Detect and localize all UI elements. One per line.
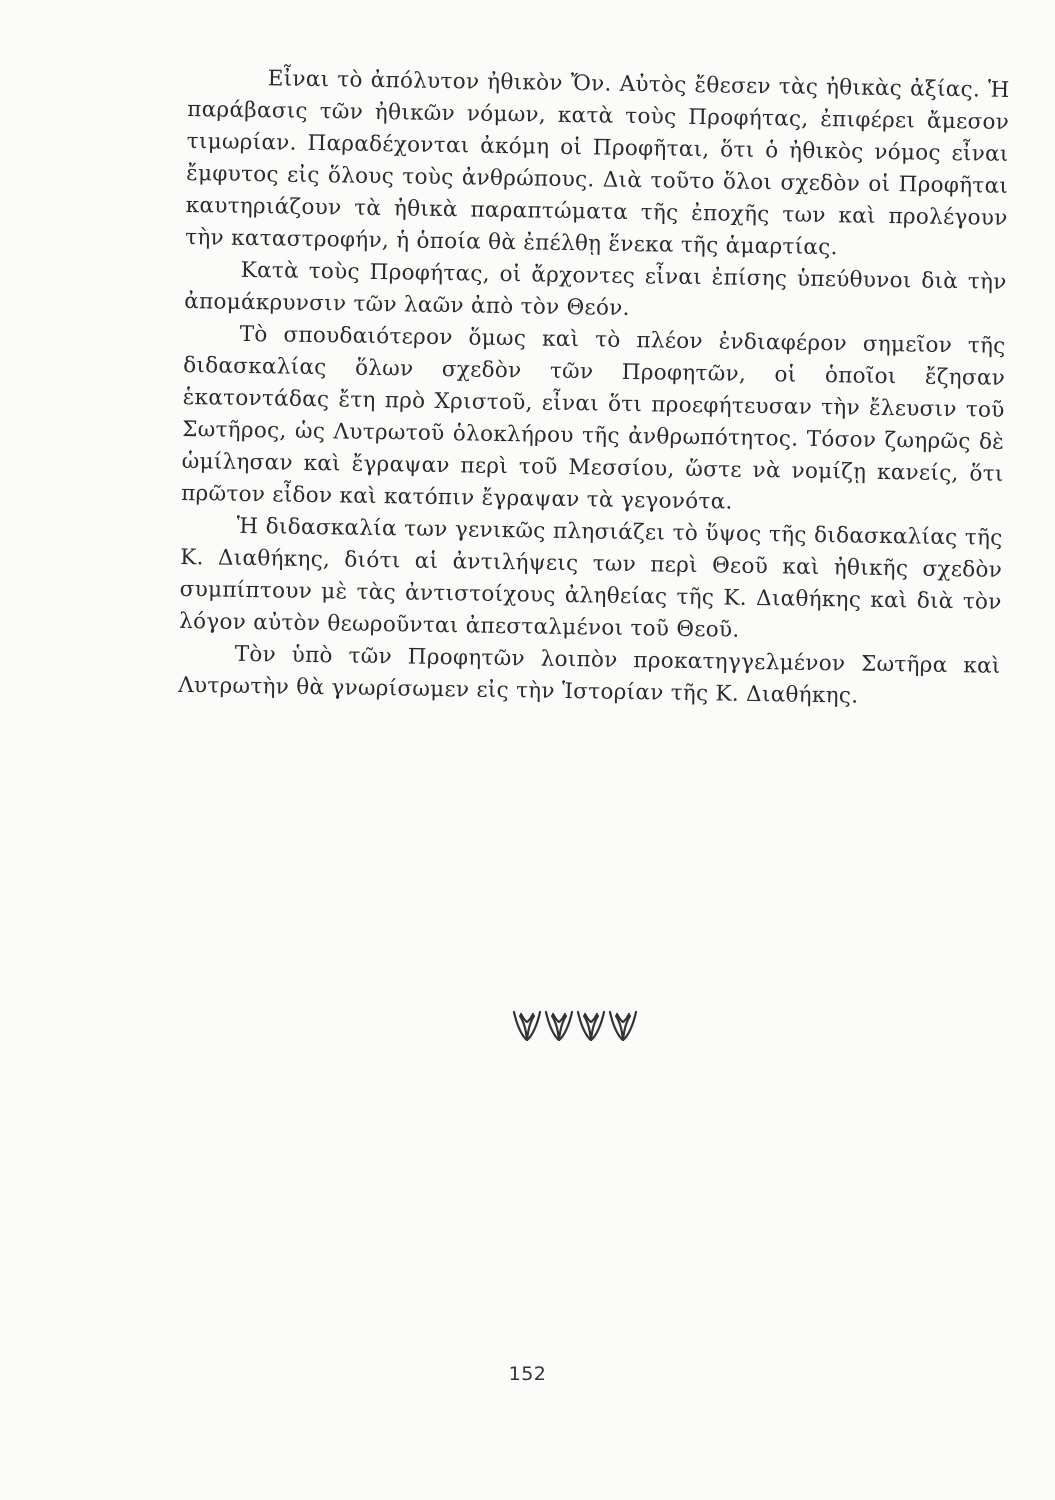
paragraph-2: Κατὰ τοὺς Προφήτας, οἱ ἄρχοντες εἶναι ἐπίσης ὑπεύθυνοι διὰ τὴν ἀπομάκρυνσιν τῶν λαῶν ἀπὸ τὸν Θεόν. (184, 257, 1007, 321)
paragraph-5: Τὸν ὑπὸ τῶν Προφητῶν λοιπὸν προκατηγγελμένον Σωτῆρα καὶ Λυτρωτὴν θὰ γνωρίσωμεν εἰς τὴν Ἱστορίαν τῆς Κ. Διαθήκης. (178, 641, 1001, 709)
floral-ornament-icon (510, 1006, 640, 1042)
paragraph-1: Εἶναι τὸ ἀπόλυτον ἠθικὸν Ὄν. Αὐτὸς ἔθεσεν τὰς ἠθικὰς ἀξίας. Ἡ παράβασις τῶν ἠθικῶν νόμων, κατὰ τοὺς Προφήτας, ἐπιφέρει ἄμεσον τιμωρίαν. Παραδέχονται ἀκόμη οἱ Προφῆται, ὅτι ὁ ἠθικὸς νόμος εἶναι ἔμφυτος εἰς ὅλους τοὺς ἀνθρώπους. Διὰ τοῦτο ὅλοι σχεδὸν οἱ Προφῆται καυτηριάζουν τὰ ἠθικὰ παραπτώματα τῆς ἐποχῆς των καὶ προλέγουν τὴν καταστροφήν, ἡ ὁποία θὰ ἐπέλθῃ ἕνεκα τῆς ἁμαρτίας. (185, 66, 1010, 261)
page-number: 152 (508, 1363, 547, 1385)
paragraph-4: Ἡ διδασκαλία των γενικῶς πλησιάζει τὸ ὕψος τῆς διδασκαλίας τῆς Κ. Διαθήκης, διότι αἱ ἀντιλήψεις των περὶ Θεοῦ καὶ ἠθικῆς σχεδὸν συμπίπτουν μὲ τὰς ἀντιστοίχους ἀληθείας τῆς Κ. Διαθήκης καὶ διὰ τὸν λόγον αὐτὸν θεωροῦνται ἀπεσταλμένοι τοῦ Θεοῦ. (179, 513, 1003, 643)
body-text (178, 62, 1010, 715)
paragraph-3: Τὸ σπουδαιότερον ὅμως καὶ τὸ πλέον ἐνδιαφέρον σημεῖον τῆς διδασκαλίας ὅλων σχεδὸν τῶν Προφητῶν, οἱ ὁποῖοι ἔζησαν ἑκατοντάδας ἔτη πρὸ Χριστοῦ, εἶναι ὅτι προεφήτευσαν τὴν ἔλευσιν τοῦ Σωτῆρος, ὡς Λυτρωτοῦ ὁλοκλήρου τῆς ἀνθρωπότητος. Τόσον ζωηρῶς δὲ ὡμίλησαν καὶ ἔγραψαν περὶ τοῦ Μεσσίου, ὥστε νὰ νομίζῃ κανείς, ὅτι πρῶτον εἶδον καὶ κατόπιν ἔγραψαν τὰ γεγονότα. (181, 321, 1006, 515)
